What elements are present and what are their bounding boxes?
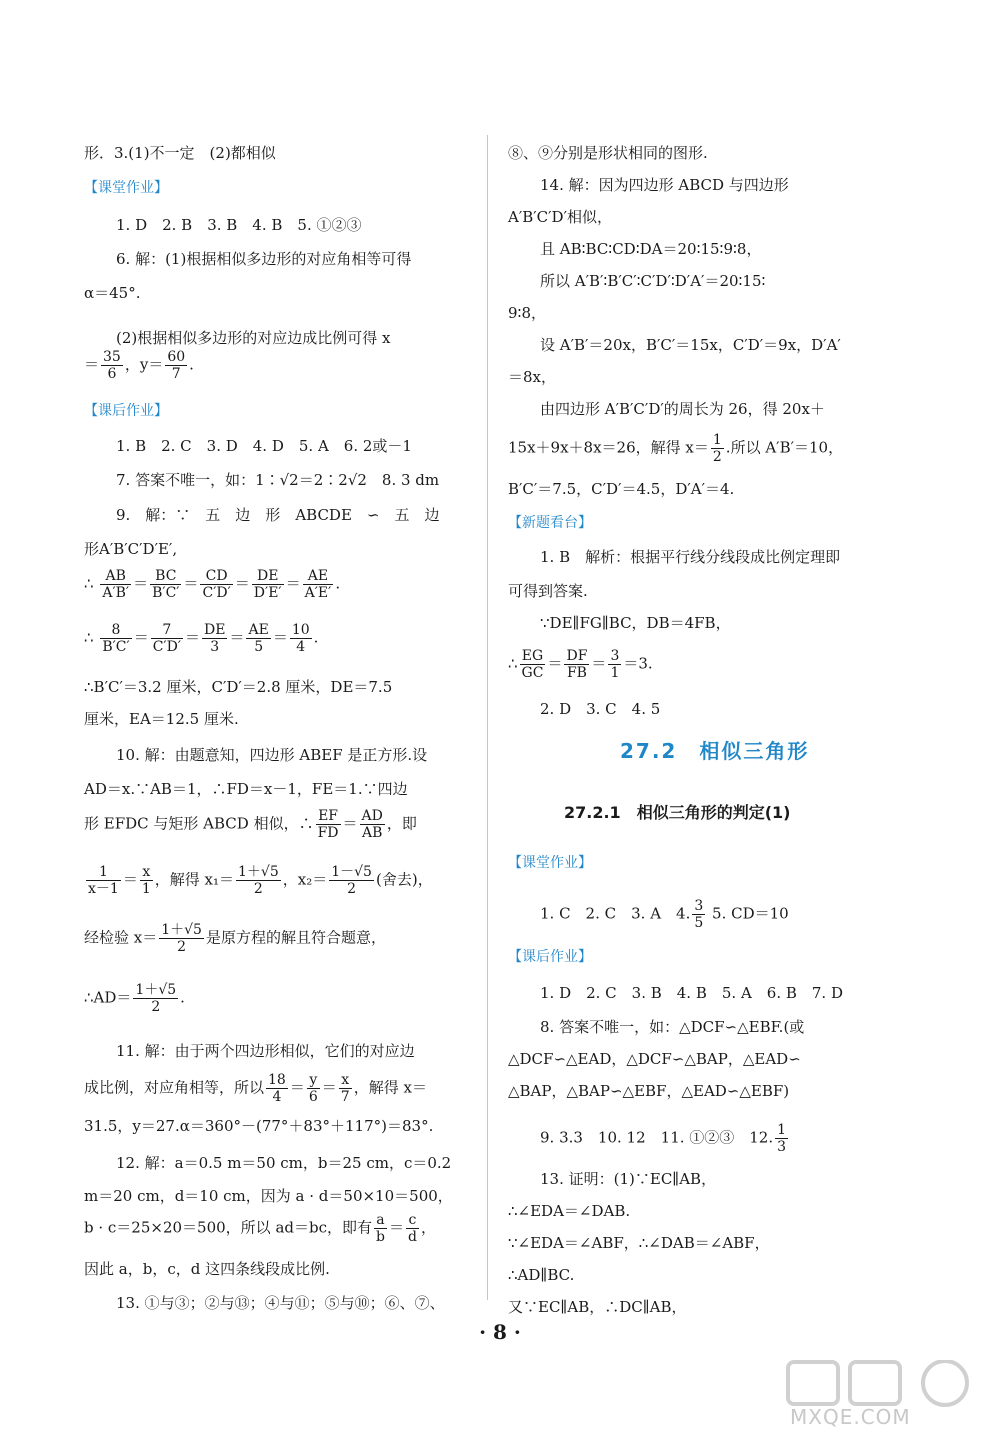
fraction bbox=[151, 622, 183, 655]
formula-line bbox=[84, 568, 340, 601]
denominator: b bbox=[376, 1229, 385, 1245]
text: ＝ bbox=[342, 814, 358, 833]
text-line: 10. 解：由题意知，四边形 ABEF 是正方形.设 bbox=[116, 746, 428, 764]
text-line: B′C′＝7.5，C′D′＝4.5，D′A′＝4. bbox=[508, 480, 735, 498]
numerator: 35 bbox=[103, 349, 121, 365]
fraction bbox=[246, 622, 270, 655]
denominator: 6 bbox=[308, 1089, 318, 1105]
text-line: ⑧、⑨分别是形状相同的图形. bbox=[508, 144, 708, 162]
numerator: 60 bbox=[167, 349, 186, 365]
text: ＝ bbox=[84, 355, 100, 374]
text: ＝3. bbox=[623, 654, 653, 673]
text-line: 6. 解：(1)根据相似多边形的对应角相等可得 bbox=[116, 250, 412, 268]
text-line: 可得到答案. bbox=[508, 582, 588, 600]
fraction bbox=[564, 648, 589, 681]
numerator: x bbox=[339, 1072, 352, 1089]
text-line: 1. B 解析：根据平行线分线段成比例定理即 bbox=[540, 548, 841, 566]
denominator: GC bbox=[521, 665, 544, 681]
denominator: 3 bbox=[210, 639, 220, 655]
text: . bbox=[189, 355, 194, 374]
formula-line bbox=[84, 808, 417, 841]
equals-sign: ＝ bbox=[185, 628, 201, 647]
text: 9. 3.3 10. 12 11. ①②③ 12. bbox=[540, 1128, 774, 1147]
fraction bbox=[266, 1072, 288, 1105]
text: (舍去)， bbox=[375, 870, 433, 889]
numerator: AB bbox=[100, 568, 131, 585]
text: 5. CD＝10 bbox=[712, 904, 789, 923]
fraction bbox=[101, 349, 123, 382]
text-line: △DCF∽△EAD，△DCF∽△BAP，△EAD∽ bbox=[508, 1050, 801, 1068]
fraction bbox=[374, 1212, 387, 1245]
fraction bbox=[290, 622, 312, 655]
fraction bbox=[339, 1072, 352, 1105]
denominator: 1 bbox=[141, 881, 151, 897]
text: ＝ bbox=[388, 1218, 404, 1237]
text: 经检验 x＝ bbox=[84, 928, 158, 947]
numerator: 18 bbox=[268, 1072, 286, 1088]
text: 1. C 2. C 3. A 4. bbox=[540, 904, 691, 923]
denominator: 5 bbox=[694, 915, 704, 931]
fraction bbox=[692, 898, 705, 931]
text-line: A′B′C′D′相似， bbox=[508, 208, 612, 226]
text: ＝ bbox=[289, 1078, 305, 1097]
fraction bbox=[236, 864, 281, 897]
fraction bbox=[775, 1122, 788, 1155]
text-line: 形A′B′C′D′E′, bbox=[84, 540, 178, 558]
numerator: 7 bbox=[151, 622, 183, 639]
equals-sign: ＝ bbox=[183, 574, 199, 593]
denominator: D′E′ bbox=[253, 585, 282, 601]
text-line: 9. 解：∵ 五 边 形 ABCDE ∽ 五 边 bbox=[116, 506, 440, 524]
fraction bbox=[520, 648, 546, 681]
denominator: 5 bbox=[254, 639, 264, 655]
numerator: 1 bbox=[777, 1122, 787, 1138]
watermark-text: MXQE.COM bbox=[790, 1405, 911, 1429]
text-line: 8. 答案不唯一，如：△DCF∽△EBF.(或 bbox=[540, 1018, 805, 1036]
section-tag-classwork: 【课堂作业】 bbox=[508, 855, 592, 871]
fraction bbox=[100, 568, 131, 601]
denominator: 7 bbox=[171, 366, 181, 382]
numerator: x bbox=[140, 864, 153, 881]
denominator: AB bbox=[362, 825, 383, 841]
fraction bbox=[200, 568, 232, 601]
numerator: EG bbox=[520, 648, 546, 665]
equals-sign: ＝ bbox=[285, 574, 301, 593]
text-line: ＝8x， bbox=[508, 368, 557, 386]
column-divider bbox=[487, 135, 488, 1300]
denominator: 2 bbox=[151, 999, 161, 1015]
formula-line bbox=[84, 922, 386, 955]
denominator: 7 bbox=[340, 1089, 350, 1105]
text-line: ∵∠EDA＝∠ABF，∴∠DAB＝∠ABF， bbox=[508, 1234, 770, 1252]
numerator: 1＋√5 bbox=[161, 922, 202, 938]
text-line: △BAP，△BAP∽△EBF，△EAD∽△EBF) bbox=[508, 1082, 790, 1100]
text: ∴ bbox=[84, 628, 94, 647]
formula-line bbox=[84, 982, 185, 1015]
text: ，解得 x＝ bbox=[353, 1078, 427, 1097]
equals-sign: ＝ bbox=[234, 574, 250, 593]
period: . bbox=[313, 628, 319, 647]
fraction bbox=[316, 808, 341, 841]
denominator: FD bbox=[317, 825, 339, 841]
equals-sign: ＝ bbox=[229, 628, 245, 647]
numerator: AE bbox=[248, 622, 269, 638]
numerator: 1＋√5 bbox=[238, 864, 279, 880]
text: ， bbox=[420, 1218, 436, 1237]
numerator: EF bbox=[316, 808, 341, 825]
subsection-title: 27.2.1 相似三角形的判定(1) bbox=[564, 803, 791, 822]
equals-sign: ＝ bbox=[272, 628, 288, 647]
text-line: 因此 a，b，c，d 这四条线段成比例. bbox=[84, 1260, 330, 1278]
formula-line bbox=[508, 432, 843, 465]
denominator: 2 bbox=[253, 881, 263, 897]
text-line: 14. 解：因为四边形 ABCD 与四边形 bbox=[540, 176, 789, 194]
text-line: 13. 证明：(1)∵EC∥AB， bbox=[540, 1170, 717, 1188]
denominator: A′B′ bbox=[102, 585, 130, 601]
denominator: 2 bbox=[347, 881, 357, 897]
text: ，解得 x₁＝ bbox=[154, 870, 234, 889]
section-tag-homework: 【课后作业】 bbox=[84, 403, 168, 419]
fraction bbox=[406, 1212, 419, 1245]
equals-sign: ＝ bbox=[133, 574, 149, 593]
text-line: (2)根据相似多边形的对应边成比例可得 x bbox=[116, 329, 391, 347]
denominator: FB bbox=[566, 665, 587, 681]
text-line: 11. 解：由于两个四边形相似，它们的对应边 bbox=[116, 1042, 415, 1060]
text: 形 EFDC 与矩形 ABCD 相似，∴ bbox=[84, 814, 314, 833]
fraction bbox=[329, 864, 374, 897]
fraction bbox=[100, 622, 131, 655]
numerator: DE bbox=[204, 622, 226, 638]
text-line: 由四边形 A′B′C′D′的周长为 26，得 20x＋ bbox=[540, 400, 825, 418]
denominator: 2 bbox=[177, 939, 187, 955]
text: ，x₂＝ bbox=[282, 870, 328, 889]
formula-line bbox=[84, 349, 194, 382]
text-line: ∴∠EDA＝∠DAB. bbox=[508, 1202, 631, 1220]
text-line: α＝45°. bbox=[84, 284, 141, 302]
denominator: B′C′ bbox=[152, 585, 180, 601]
text: ＝ bbox=[547, 654, 563, 673]
denominator: d bbox=[407, 1229, 417, 1245]
text-line: ∴B′C′＝3.2 厘米，C′D′＝2.8 厘米，DE＝7.5 bbox=[84, 678, 393, 696]
numerator: 3 bbox=[610, 648, 620, 664]
numerator: 10 bbox=[291, 622, 310, 638]
text: 是原方程的解且符合题意， bbox=[205, 928, 386, 947]
text-line: 2. D 3. C 4. 5 bbox=[540, 700, 661, 718]
numerator: DE bbox=[252, 568, 284, 585]
text: b · c＝25×20＝500，所以 ad＝bc，即有 bbox=[84, 1218, 372, 1237]
text-line: 1. B 2. C 3. D 4. D 5. A 6. 2或－1 bbox=[116, 437, 412, 455]
fraction bbox=[159, 922, 204, 955]
numerator: 3 bbox=[694, 898, 704, 914]
fraction bbox=[86, 864, 121, 897]
numerator: 1 bbox=[712, 432, 722, 448]
text: ∴AD＝ bbox=[84, 988, 132, 1007]
numerator: 1＋√5 bbox=[135, 982, 177, 998]
text-line: m＝20 cm，d＝10 cm，因为 a · d＝50×10＝500， bbox=[84, 1187, 453, 1205]
fraction bbox=[252, 568, 284, 601]
text: ＝ bbox=[321, 1078, 337, 1097]
numerator: BC bbox=[150, 568, 181, 585]
denominator: 4 bbox=[296, 639, 306, 655]
text: . bbox=[180, 988, 185, 1007]
formula-line bbox=[84, 864, 433, 897]
text-line: 1. D 2. C 3. B 4. B 5. A 6. B 7. D bbox=[540, 984, 843, 1002]
denominator: 1 bbox=[610, 665, 620, 681]
numerator: y bbox=[307, 1072, 320, 1089]
denominator: B′C′ bbox=[102, 639, 130, 655]
formula-line bbox=[508, 898, 789, 931]
text-line: ∵DE∥FG∥BC，DB＝4FB， bbox=[540, 614, 731, 632]
text-line: 又∵EC∥AB，∴DC∥AB， bbox=[508, 1298, 687, 1316]
denominator: 2 bbox=[712, 449, 722, 465]
text-line: 厘米，EA＝12.5 厘米. bbox=[84, 710, 239, 728]
numerator: AE bbox=[303, 568, 334, 585]
text-line: 所以 A′B′∶B′C′∶C′D′∶D′A′＝20∶15∶ bbox=[540, 272, 766, 290]
numerator: DF bbox=[566, 648, 588, 664]
numerator: CD bbox=[200, 568, 232, 585]
text: ∴ bbox=[508, 654, 518, 673]
text: .所以 A′B′＝10， bbox=[725, 438, 844, 457]
numerator: 1 bbox=[86, 864, 121, 881]
page-number: · 8 · bbox=[479, 1320, 521, 1344]
section-tag-classwork: 【课堂作业】 bbox=[84, 180, 168, 196]
section-title: 27.2 相似三角形 bbox=[620, 739, 810, 763]
formula-line bbox=[508, 648, 653, 681]
fraction bbox=[202, 622, 227, 655]
fraction bbox=[608, 648, 621, 681]
text: 15x＋9x＋8x＝26，解得 x＝ bbox=[508, 438, 709, 457]
text-line: 31.5，y＝27.α＝360°－(77°＋83°＋117°)＝83°. bbox=[84, 1117, 434, 1135]
text-line: ∴AD∥BC. bbox=[508, 1266, 575, 1284]
fraction bbox=[140, 864, 153, 897]
equals-sign: ＝ bbox=[133, 628, 149, 647]
text: ＝ bbox=[591, 654, 607, 673]
text-line: 且 AB∶BC∶CD∶DA＝20∶15∶9∶8， bbox=[540, 240, 762, 258]
text-line: 7. 答案不唯一，如：1∶√2＝2∶2√2 8. 3 dm bbox=[116, 471, 440, 489]
formula-line bbox=[84, 622, 318, 655]
text-line: 9∶8， bbox=[508, 304, 546, 322]
fraction bbox=[165, 349, 187, 382]
period: . bbox=[335, 574, 341, 593]
denominator: 4 bbox=[272, 1089, 282, 1105]
text-line: 13. ①与③；②与⑬；④与⑪；⑤与⑩；⑥、⑦、 bbox=[116, 1294, 445, 1312]
numerator: c bbox=[406, 1212, 419, 1229]
section-tag-new-questions: 【新题看台】 bbox=[508, 515, 592, 531]
formula-line bbox=[84, 1212, 436, 1245]
numerator: 8 bbox=[100, 622, 131, 639]
text-line: 形．3.(1)不一定 (2)都相似 bbox=[84, 144, 276, 162]
fraction bbox=[307, 1072, 320, 1105]
fraction bbox=[303, 568, 334, 601]
text: ∴ bbox=[84, 574, 94, 593]
text-line: 12. 解：a＝0.5 m＝50 cm，b＝25 cm，c＝0.2 bbox=[116, 1154, 452, 1172]
fraction bbox=[150, 568, 181, 601]
formula-line bbox=[84, 1072, 427, 1105]
denominator: x－1 bbox=[88, 881, 119, 897]
text: 成比例，对应角相等，所以 bbox=[84, 1078, 265, 1097]
text: ＝ bbox=[122, 870, 138, 889]
text: ，即 bbox=[386, 814, 417, 833]
fraction bbox=[711, 432, 724, 465]
numerator: a bbox=[374, 1212, 387, 1229]
denominator: 6 bbox=[107, 366, 117, 382]
denominator: C′D′ bbox=[202, 585, 231, 601]
text-line: AD＝x.∵AB＝1，∴FD＝x－1，FE＝1.∵四边 bbox=[84, 780, 408, 798]
denominator: C′D′ bbox=[152, 639, 181, 655]
numerator: 1－√5 bbox=[331, 864, 372, 880]
text-line: 1. D 2. B 3. B 4. B 5. ①②③ bbox=[116, 216, 362, 234]
numerator: AD bbox=[361, 808, 383, 824]
text: ，y＝ bbox=[124, 355, 164, 374]
formula-line bbox=[508, 1122, 790, 1155]
section-tag-homework: 【课后作业】 bbox=[508, 949, 592, 965]
denominator: 3 bbox=[777, 1139, 787, 1155]
text-line: 设 A′B′＝20x，B′C′＝15x，C′D′＝9x，D′A′ bbox=[540, 336, 841, 354]
denominator: A′E′ bbox=[304, 585, 332, 601]
fraction bbox=[133, 982, 178, 1015]
fraction bbox=[360, 808, 385, 841]
